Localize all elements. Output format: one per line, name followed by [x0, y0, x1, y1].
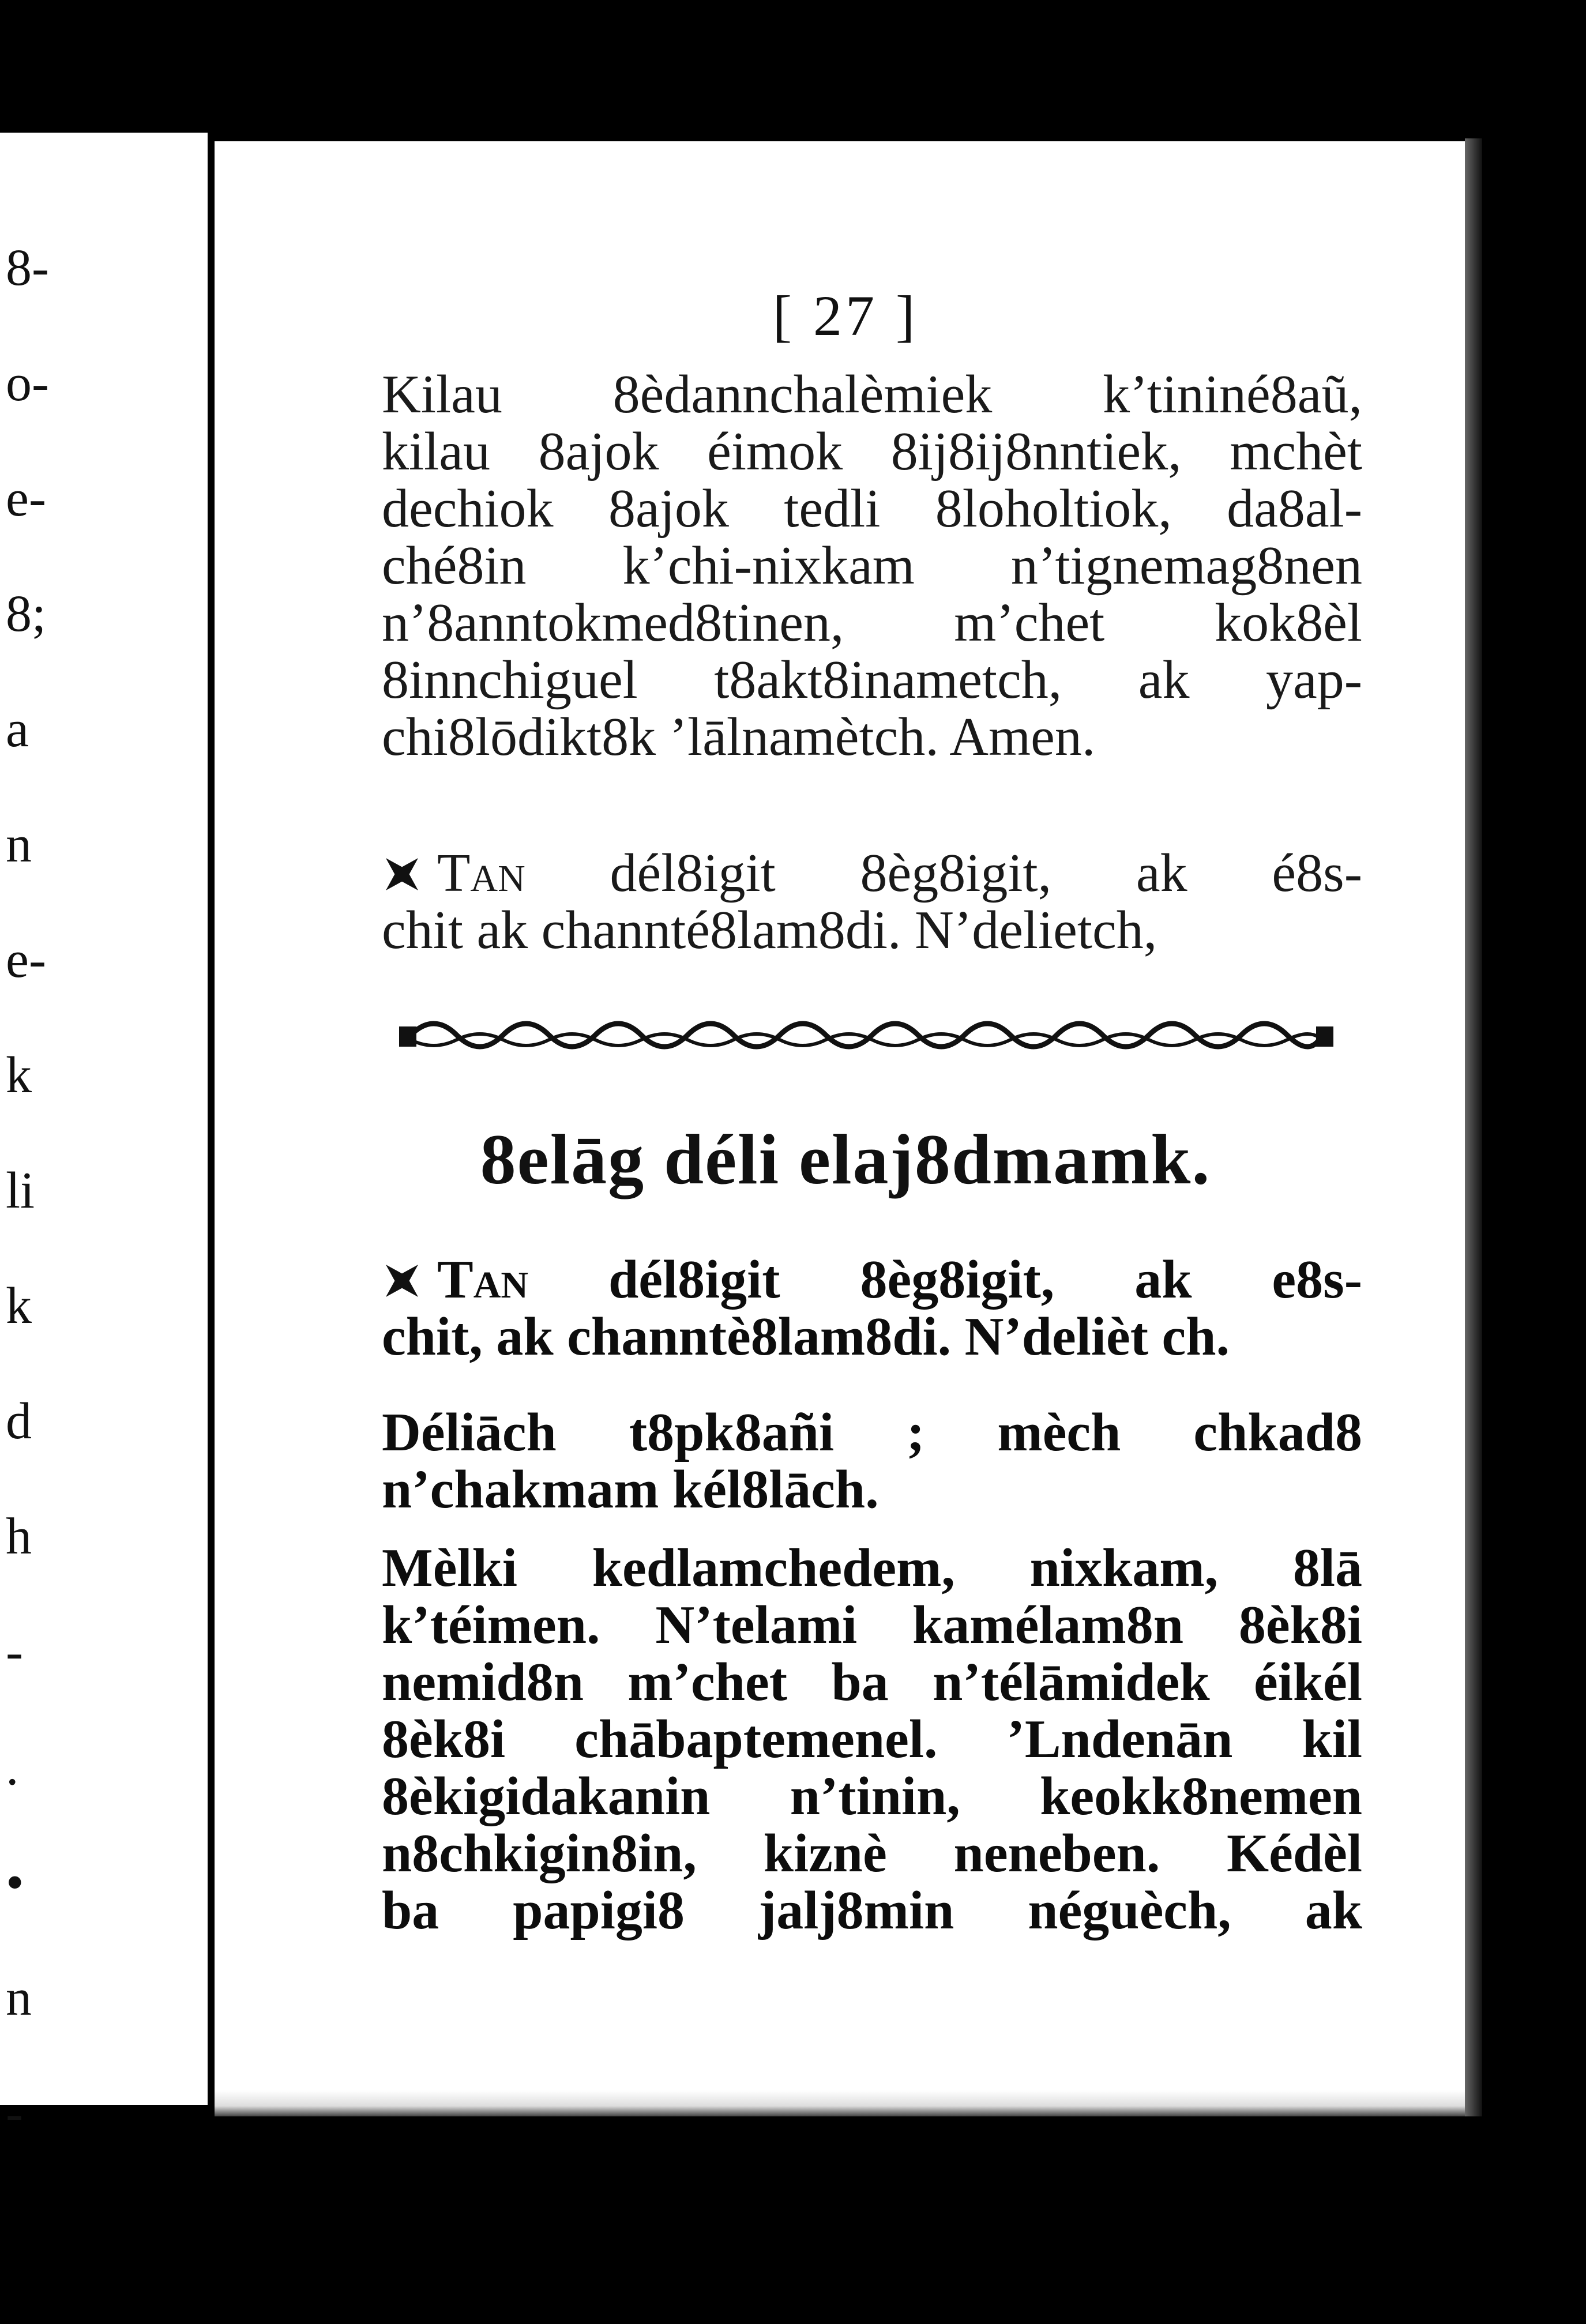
facing-page-fragment: e- — [6, 931, 46, 988]
text-line: kilau 8ajok éimok 8ij8ij8nntiek, mchèt — [382, 422, 1362, 482]
facing-page-fragment: - — [6, 1623, 23, 1680]
facing-page-fragment: d — [6, 1393, 32, 1450]
paragraph-prayer — [382, 1540, 1362, 1939]
facing-page-fragment: • — [6, 1854, 24, 1911]
facing-page-fragment: . — [6, 1739, 19, 1796]
paragraph-prayer — [382, 366, 1362, 766]
book-page — [215, 141, 1476, 2116]
small-caps-word: Tan — [437, 843, 525, 903]
facing-page-edge — [0, 133, 208, 2142]
facing-page-fragment: a — [6, 701, 29, 758]
text-line: 8èk8i chābaptemenel. ’Lndenān kil — [382, 1709, 1362, 1769]
text-line: ba papigi8 jalj8min néguèch, ak — [382, 1881, 1362, 1941]
small-caps-word: Tan — [437, 1250, 529, 1310]
facing-page-fragment: e- — [6, 470, 46, 527]
facing-page-fragment: n — [6, 816, 32, 873]
text-line: Déliāch t8pk8añi ; mèch chkad8 — [382, 1402, 1362, 1462]
text-line: dechiok 8ajok tedli 8loholtiok, da8al- — [382, 479, 1362, 539]
cross-icon — [382, 1261, 422, 1301]
page-right-edge — [1465, 138, 1482, 2116]
text-line: nemid8n m’chet ba n’télāmidek éikél — [382, 1652, 1362, 1712]
facing-page-fragment: 8; — [6, 585, 47, 642]
facing-page-fragment: - — [6, 2085, 23, 2142]
ornamental-divider — [399, 1012, 1333, 1052]
facing-page-fragment: o- — [6, 355, 49, 412]
text-line: chit, ak channtè8lam8di. N’delièt ch. — [382, 1307, 1230, 1367]
facing-page-fragment: h — [6, 1508, 32, 1565]
text-line: chi8lōdikt8k ’lālnamètch. Amen. — [382, 707, 1096, 767]
text-line: 8èkigidakanin n’tinin, keokk8nemen — [382, 1766, 1362, 1826]
text-line: Mèlki kedlamchedem, nixkam, 8lā — [382, 1538, 1362, 1598]
page-number: [ 27 ] — [772, 284, 919, 348]
facing-page-fragment: n — [6, 1969, 32, 2026]
text-line — [382, 845, 1362, 902]
facing-page-fragment: 8- — [6, 239, 49, 296]
text-line — [382, 1251, 1362, 1308]
facing-page-fragment: k — [6, 1277, 32, 1334]
section-heading: 8elāg déli elaj8dmamk. — [480, 1120, 1211, 1199]
facing-page-fragment: li — [6, 1162, 35, 1219]
text-line: 8innchiguel t8akt8inametch, ak yap- — [382, 650, 1362, 710]
text-line: Kilau 8èdannchalèmiek k’tininé8aũ, — [382, 364, 1362, 424]
page-bottom-edge — [215, 2090, 1476, 2116]
text-line: n’8anntokmed8tinen, m’chet kok8èl — [382, 593, 1362, 653]
rubric-instruction — [382, 845, 1362, 959]
text-line: n8chkigin8in, kiznè neneben. Kédèl — [382, 1823, 1362, 1883]
text-fragment: dél8igit 8èg8igit, ak e8s- — [528, 1250, 1362, 1310]
text-fragment: dél8igit 8èg8igit, ak é8s- — [525, 843, 1362, 903]
text-line: n’chakmam kél8lāch. — [382, 1460, 879, 1520]
paragraph-versicle — [382, 1404, 1362, 1518]
rubric-instruction — [382, 1251, 1362, 1366]
text-line: k’téimen. N’telami kamélam8n 8èk8i — [382, 1595, 1362, 1655]
cross-icon — [382, 854, 422, 894]
facing-page-fragment: k — [6, 1047, 32, 1104]
text-line: ché8in k’chi-nixkam n’tignemag8nen — [382, 536, 1362, 596]
text-line: chit ak channté8lam8di. N’delietch, — [382, 900, 1157, 960]
